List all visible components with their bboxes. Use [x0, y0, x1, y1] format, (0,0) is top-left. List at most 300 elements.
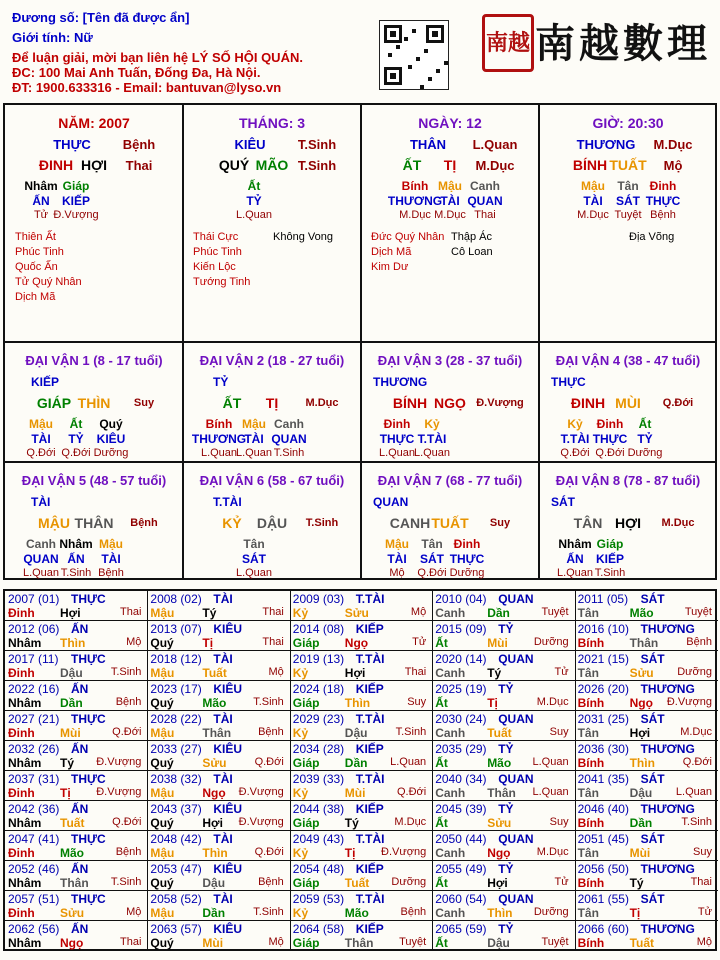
year-cell: [5, 621, 148, 651]
year-life-stage: Mộ: [126, 906, 142, 918]
auspicious-star: Phúc Tinh: [193, 246, 242, 258]
year-ten-god: ẤN: [71, 802, 89, 816]
year-label: 2045 (39): [435, 802, 487, 816]
year-label: 2031 (25): [577, 712, 629, 726]
year-ten-god: THƯƠNG: [640, 742, 695, 756]
auspicious-star: Tử Quý Nhân: [15, 276, 82, 288]
dai-van-hidden-stage: L.Quan: [22, 567, 60, 579]
dai-van-hidden-ten-god: THƯƠNG: [191, 432, 247, 446]
pillar-extra: Mộ: [663, 158, 683, 173]
year-cell: [5, 801, 148, 831]
year-label: 2025 (19): [435, 682, 487, 696]
year-ten-god: SÁT: [640, 772, 665, 786]
year-ten-god: KIÊU: [213, 742, 243, 756]
year-life-stage: Suy: [407, 696, 427, 708]
dai-van-ten-god: KIẾP: [31, 375, 60, 389]
year-stem: Bính: [577, 876, 605, 890]
brand-logo: 南越數理: [535, 20, 711, 67]
pillar-branch: HỢI: [81, 157, 107, 173]
year-life-stage: Bệnh: [115, 696, 142, 708]
year-cell: [5, 831, 148, 861]
dai-van-hidden-ten-god: KIẾP: [595, 552, 624, 566]
year-label: 2049 (43): [292, 832, 345, 846]
dai-van-hidden-stage: L.Quan: [413, 447, 451, 459]
dai-van-ten-god: T.TÀI: [213, 495, 242, 509]
year-branch: Tý: [629, 876, 644, 890]
year-ten-god: QUAN: [498, 652, 534, 666]
year-ten-god: TỶ: [498, 862, 514, 876]
hidden-life-stage: Thai: [474, 209, 496, 221]
year-label: 2036 (30): [577, 742, 629, 756]
year-cell: [432, 621, 575, 651]
year-label: 2060 (54): [435, 892, 487, 906]
dai-van-hidden-stem: Mậu: [99, 537, 123, 551]
dai-van-hidden-ten-god: THỰC: [379, 432, 415, 446]
year-label: 2037 (31): [8, 772, 60, 786]
year-life-stage: T.Sinh: [681, 816, 712, 828]
year-stem: Nhâm: [8, 696, 42, 710]
year-branch: Thìn: [202, 846, 228, 860]
year-life-stage: T.Sinh: [110, 876, 142, 888]
year-life-stage: Tuyệt: [399, 936, 427, 948]
year-ten-god: KIẾP: [355, 922, 384, 936]
year-ten-god: T.TÀI: [355, 592, 385, 606]
year-ten-god: KIẾP: [355, 622, 384, 636]
dai-van-stem: CANH: [389, 515, 431, 531]
year-label: 2051 (45): [577, 832, 629, 846]
year-cell: [147, 651, 290, 681]
dai-van-title: ĐẠI VẬN 5 (48 - 57 tuổi): [21, 473, 167, 488]
year-label: 2058 (52): [150, 892, 202, 906]
year-cell: [290, 741, 433, 771]
year-label: 2055 (49): [435, 862, 487, 876]
year-stem: Ất: [435, 936, 448, 950]
year-label: 2062 (56): [8, 922, 60, 936]
year-life-stage: L.Quan: [532, 756, 569, 768]
dai-van-branch: THÌN: [77, 395, 111, 411]
pillar-extra: Thai: [125, 158, 153, 173]
dai-van-cell: [361, 463, 539, 581]
year-stem: Quý: [150, 876, 174, 890]
auspicious-star: Quốc Ấn: [15, 261, 58, 273]
dai-van-branch: THÂN: [74, 515, 114, 531]
year-stem: Ất: [435, 636, 448, 650]
year-branch: Tý: [60, 756, 75, 770]
year-life-stage: Mộ: [268, 666, 284, 678]
year-ten-god: SÁT: [640, 652, 665, 666]
year-branch: Thân: [344, 936, 374, 950]
year-life-stage: Q.Đới: [682, 756, 712, 768]
year-life-stage: Suy: [549, 726, 569, 738]
year-ten-god: SÁT: [640, 892, 665, 906]
year-cell: [290, 771, 433, 801]
year-life-stage: Thai: [690, 876, 712, 888]
year-label: 2063 (57): [150, 922, 202, 936]
owner-name: Đương số: [Tên đã được ẩn]: [12, 10, 190, 25]
contact-note: Để luận giải, mời bạn liên hệ LÝ SỐ HỘI QUÁN.: [12, 50, 303, 65]
year-ten-god: KIẾP: [355, 682, 384, 696]
year-ten-god: THỰC: [71, 712, 106, 726]
chart-grid: [3, 103, 717, 580]
year-branch: Mão: [344, 906, 369, 920]
year-label: 2014 (08): [292, 622, 345, 636]
dai-van-hidden-ten-god: TÀI: [31, 432, 51, 446]
year-branch: Mùi: [202, 936, 224, 950]
year-label: 2008 (02): [150, 592, 202, 606]
year-branch: Tý: [344, 816, 359, 830]
year-ten-god: KIẾP: [355, 862, 384, 876]
year-branch: Mão: [487, 756, 512, 770]
year-stem: Giáp: [292, 696, 320, 710]
year-life-stage: Thai: [262, 606, 284, 618]
year-life-stage: Q.Đới: [112, 816, 142, 828]
year-life-stage: Tử: [554, 876, 569, 888]
year-branch: Tuất: [202, 666, 227, 680]
year-cell: [432, 831, 575, 861]
pillar-ten-god: THƯƠNG: [576, 137, 636, 152]
year-stem: Kỷ: [292, 666, 309, 680]
year-cell: [575, 681, 718, 711]
hidden-life-stage: M.Dục: [399, 209, 431, 221]
year-ten-god: ẤN: [71, 922, 89, 936]
year-branch: Dần: [202, 906, 226, 920]
dai-van-hidden-stage: Q.Đới: [417, 567, 447, 579]
dai-van-hidden-stem: Tân: [421, 537, 443, 551]
year-label: 2007 (01): [8, 592, 60, 606]
year-life-stage: Thai: [404, 666, 427, 678]
year-ten-god: TÀI: [213, 592, 233, 606]
hidden-ten-god: TỶ: [246, 194, 262, 208]
year-life-stage: Đ.Vượng: [238, 786, 284, 798]
dai-van-ten-god: TÀI: [31, 495, 51, 509]
year-label: 2009 (03): [292, 592, 345, 606]
year-stem: Tân: [577, 606, 599, 620]
dai-van-title: ĐẠI VẬN 4 (38 - 47 tuổi): [555, 353, 701, 368]
year-cell: [147, 801, 290, 831]
year-stem: Nhâm: [8, 636, 42, 650]
dai-van-stem: KỶ: [222, 515, 242, 531]
dai-van-hidden-ten-god: T.TÀI: [560, 432, 590, 446]
year-stem: Tân: [577, 666, 599, 680]
year-ten-god: TÀI: [213, 712, 233, 726]
dai-van-hidden-ten-god: QUAN: [271, 432, 307, 446]
pillar-cell: [361, 105, 539, 341]
dai-van-hidden-stage: Q.Đới: [61, 447, 91, 459]
year-ten-god: TỶ: [498, 922, 514, 936]
year-label: 2038 (32): [150, 772, 202, 786]
year-stem: Quý: [150, 936, 174, 950]
year-stem: Nhâm: [8, 876, 42, 890]
year-branch: Dậu: [202, 876, 226, 890]
year-label: 2012 (06): [8, 622, 60, 636]
year-branch: Tị: [202, 636, 214, 650]
year-label: 2040 (34): [435, 772, 487, 786]
year-ten-god: TỶ: [498, 682, 514, 696]
year-stem: Ất: [435, 696, 448, 710]
year-branch: Tuất: [60, 816, 85, 830]
dai-van-hidden-stem: Mậu: [242, 417, 266, 431]
year-cell: [432, 801, 575, 831]
year-cell: [290, 801, 433, 831]
dai-van-hidden-stem: Kỷ: [567, 417, 583, 431]
year-life-stage: Bệnh: [400, 906, 427, 918]
year-branch: Mão: [202, 696, 227, 710]
year-label: 2039 (33): [292, 772, 345, 786]
annual-luck-table: [3, 589, 717, 951]
year-life-stage: Tử: [554, 666, 569, 678]
year-label: 2047 (41): [8, 832, 60, 846]
year-cell: [575, 891, 718, 921]
year-life-stage: T.Sinh: [253, 906, 284, 918]
dai-van-extra: Đ.Vượng: [476, 397, 524, 409]
pillar-title: THÁNG: 3: [238, 115, 306, 131]
dai-van-branch: TUẤT: [431, 515, 469, 531]
hidden-ten-god: TÀI: [583, 194, 603, 208]
hidden-ten-god: QUAN: [467, 194, 503, 208]
year-branch: Dần: [629, 816, 653, 830]
hidden-ten-god: THỰC: [645, 194, 681, 208]
year-label: 2041 (35): [577, 772, 629, 786]
hidden-life-stage: Tử: [33, 209, 49, 221]
year-cell: [5, 681, 148, 711]
dai-van-hidden-stage: Q.Đới: [26, 447, 56, 459]
year-cell: [432, 681, 575, 711]
year-cell: [432, 711, 575, 741]
year-stem: Tân: [577, 726, 599, 740]
dai-van-title: ĐẠI VẬN 8 (78 - 87 tuổi): [555, 473, 701, 488]
dai-van-cell: [5, 343, 183, 461]
dai-van-extra: T.Sinh: [305, 517, 339, 529]
dai-van-extra: Q.Đới: [662, 397, 694, 409]
dai-van-hidden-stage: L.Quan: [235, 447, 273, 459]
dai-van-hidden-stem: Kỷ: [424, 417, 440, 431]
year-label: 2035 (29): [435, 742, 487, 756]
year-branch: Sửu: [487, 816, 512, 830]
inauspicious-star: Thập Ác: [451, 231, 492, 243]
dai-van-hidden-stage: Bệnh: [98, 567, 124, 579]
year-stem: Mậu: [150, 666, 175, 680]
year-stem: Bính: [577, 816, 605, 830]
year-branch: Thân: [487, 786, 516, 800]
year-branch: Tị: [487, 696, 498, 710]
year-ten-god: TỶ: [498, 802, 514, 816]
year-life-stage: Q.Đới: [254, 846, 284, 858]
year-branch: Hợi: [487, 876, 508, 890]
year-branch: Sửu: [629, 666, 654, 680]
pillar-branch: TUẤT: [609, 157, 647, 173]
year-life-stage: Mộ: [410, 606, 427, 618]
dai-van-hidden-ten-god: ẤN: [566, 552, 584, 566]
year-stem: Bính: [577, 696, 605, 710]
dai-van-hidden-stage: Dưỡng: [93, 447, 129, 459]
dai-van-stem: GIÁP: [36, 395, 72, 411]
year-ten-god: KIÊU: [213, 862, 243, 876]
dai-van-hidden-ten-god: TỶ: [68, 432, 84, 446]
dai-van-hidden-stage: L.Quan: [235, 567, 273, 579]
pillar-title: NGÀY: 12: [418, 115, 482, 131]
year-label: 2015 (09): [435, 622, 487, 636]
hidden-ten-god: SÁT: [616, 194, 640, 208]
hidden-stem: Canh: [470, 179, 500, 193]
year-ten-god: T.TÀI: [355, 892, 385, 906]
year-life-stage: Mộ: [696, 936, 712, 948]
pillar-life-stage: Bệnh: [122, 137, 156, 152]
dai-van-hidden-stage: Dưỡng: [627, 447, 663, 459]
year-branch: Hợi: [344, 666, 366, 680]
year-ten-god: ẤN: [71, 862, 89, 876]
year-ten-god: ẤN: [71, 682, 89, 696]
auspicious-star: Đức Quý Nhân: [371, 231, 445, 243]
year-life-stage: M.Dục: [680, 726, 712, 738]
year-stem: Mậu: [150, 726, 175, 740]
year-branch: Ngọ: [487, 846, 511, 860]
year-ten-god: T.TÀI: [355, 832, 385, 846]
year-stem: Canh: [435, 726, 466, 740]
year-cell: [5, 591, 148, 621]
year-life-stage: Thai: [119, 606, 142, 618]
year-stem: Đinh: [8, 846, 35, 860]
pillar-cell: [539, 105, 717, 341]
year-label: 2028 (22): [150, 712, 202, 726]
dai-van-hidden-stage: L.Quan: [378, 447, 416, 459]
year-label: 2042 (36): [8, 802, 60, 816]
year-cell: [5, 741, 148, 771]
dai-van-hidden-stem: Giáp: [596, 537, 624, 551]
year-stem: Giáp: [292, 636, 320, 650]
dai-van-hidden-ten-god: TÀI: [387, 552, 407, 566]
dai-van-hidden-stem: Bính: [205, 417, 233, 431]
year-branch: Hợi: [202, 816, 223, 830]
dai-van-hidden-stem: Nhâm: [558, 537, 592, 551]
dai-van-hidden-ten-god: T.TÀI: [417, 432, 447, 446]
dai-van-hidden-stem: Đinh: [383, 417, 411, 431]
year-cell: [575, 711, 718, 741]
year-label: 2043 (37): [150, 802, 202, 816]
hidden-ten-god: TÀI: [440, 194, 460, 208]
year-cell: [432, 651, 575, 681]
year-ten-god: KIẾP: [355, 802, 384, 816]
year-cell: [5, 711, 148, 741]
year-cell: [290, 621, 433, 651]
dai-van-title: ĐẠI VẬN 3 (28 - 37 tuổi): [377, 353, 523, 368]
dai-van-branch: DẬU: [256, 515, 288, 531]
year-life-stage: Bệnh: [686, 636, 712, 648]
year-label: 2065 (59): [435, 922, 487, 936]
year-ten-god: T.TÀI: [355, 712, 385, 726]
dai-van-cell: [5, 463, 183, 581]
pillar-stem: QUÝ: [218, 157, 250, 173]
pillar-branch: TỊ: [443, 157, 457, 173]
hidden-life-stage: Đ.Vượng: [53, 209, 99, 221]
year-branch: Mùi: [629, 846, 651, 860]
year-stem: Kỷ: [292, 726, 309, 740]
year-branch: Mùi: [344, 786, 366, 800]
dai-van-branch: TỊ: [265, 395, 279, 411]
seal-logo: [482, 14, 534, 72]
dai-van-hidden-ten-god: THỰC: [449, 552, 485, 566]
year-ten-god: SÁT: [640, 832, 665, 846]
year-life-stage: Dưỡng: [391, 876, 427, 888]
year-ten-god: KIẾP: [355, 742, 384, 756]
dai-van-hidden-stem: Đinh: [596, 417, 624, 431]
year-branch: Thân: [629, 636, 659, 650]
year-label: 2026 (20): [577, 682, 629, 696]
year-cell: [432, 891, 575, 921]
year-label: 2061 (55): [577, 892, 629, 906]
auspicious-star: Kiến Lộc: [193, 261, 236, 273]
year-stem: Canh: [435, 666, 466, 680]
auspicious-star: Kim Dư: [371, 261, 409, 273]
address: ĐC: 100 Mai Anh Tuấn, Đống Đa, Hà Nội.: [12, 65, 261, 80]
year-cell: [432, 741, 575, 771]
year-branch: Sửu: [202, 756, 227, 770]
year-stem: Kỷ: [292, 786, 309, 800]
year-branch: Mùi: [60, 726, 81, 740]
year-ten-god: KIÊU: [213, 802, 243, 816]
dai-van-hidden-stem: Mậu: [29, 417, 53, 431]
year-ten-god: TỶ: [498, 742, 514, 756]
year-stem: Quý: [150, 636, 174, 650]
hidden-life-stage: M.Dục: [577, 209, 609, 221]
year-ten-god: ẤN: [71, 742, 89, 756]
year-cell: [147, 891, 290, 921]
year-stem: Mậu: [150, 606, 175, 620]
dai-van-hidden-stage: Dưỡng: [449, 567, 485, 579]
dai-van-ten-god: SÁT: [551, 495, 575, 509]
dai-van-hidden-stem: Nhâm: [59, 537, 93, 551]
year-label: 2034 (28): [292, 742, 345, 756]
year-life-stage: L.Quan: [390, 756, 427, 768]
inauspicious-star: Cô Loan: [451, 246, 493, 258]
year-ten-god: THỰC: [71, 592, 106, 606]
dai-van-extra: M.Dục: [305, 397, 339, 409]
dai-van-hidden-stage: T.Sinh: [60, 567, 92, 579]
dai-van-hidden-stage: T.Sinh: [273, 447, 305, 459]
year-life-stage: Đ.Vượng: [381, 846, 427, 858]
year-ten-god: THỰC: [71, 892, 106, 906]
year-cell: [147, 741, 290, 771]
pillar-ten-god: THÂN: [409, 137, 447, 152]
year-stem: Đinh: [8, 606, 35, 620]
year-life-stage: Tử: [697, 906, 712, 918]
year-cell: [290, 681, 433, 711]
year-cell: [575, 651, 718, 681]
hidden-stem: Mậu: [438, 179, 462, 193]
auspicious-star: Dịch Mã: [371, 246, 412, 258]
year-branch: Dần: [487, 606, 510, 620]
year-ten-god: TÀI: [213, 892, 233, 906]
year-ten-god: THƯƠNG: [640, 682, 695, 696]
qr-code-icon: [379, 20, 449, 90]
year-branch: Tuất: [344, 876, 370, 890]
year-ten-god: TỶ: [498, 622, 514, 636]
year-life-stage: Dưỡng: [533, 636, 569, 648]
dai-van-extra: Suy: [489, 517, 511, 529]
dai-van-extra: M.Dục: [661, 517, 695, 529]
year-branch: Dần: [344, 756, 368, 770]
pillar-life-stage: M.Dục: [653, 137, 693, 152]
year-cell: [575, 831, 718, 861]
year-stem: Nhâm: [8, 756, 42, 770]
year-stem: Tân: [577, 786, 599, 800]
pillar-title: GIỜ: 20:30: [592, 115, 664, 131]
year-ten-god: KIÊU: [213, 922, 243, 936]
year-label: 2053 (47): [150, 862, 202, 876]
dai-van-ten-god: TỶ: [213, 375, 229, 389]
year-stem: Canh: [435, 786, 466, 800]
dai-van-branch: MÙI: [615, 395, 641, 411]
year-ten-god: TÀI: [213, 652, 233, 666]
